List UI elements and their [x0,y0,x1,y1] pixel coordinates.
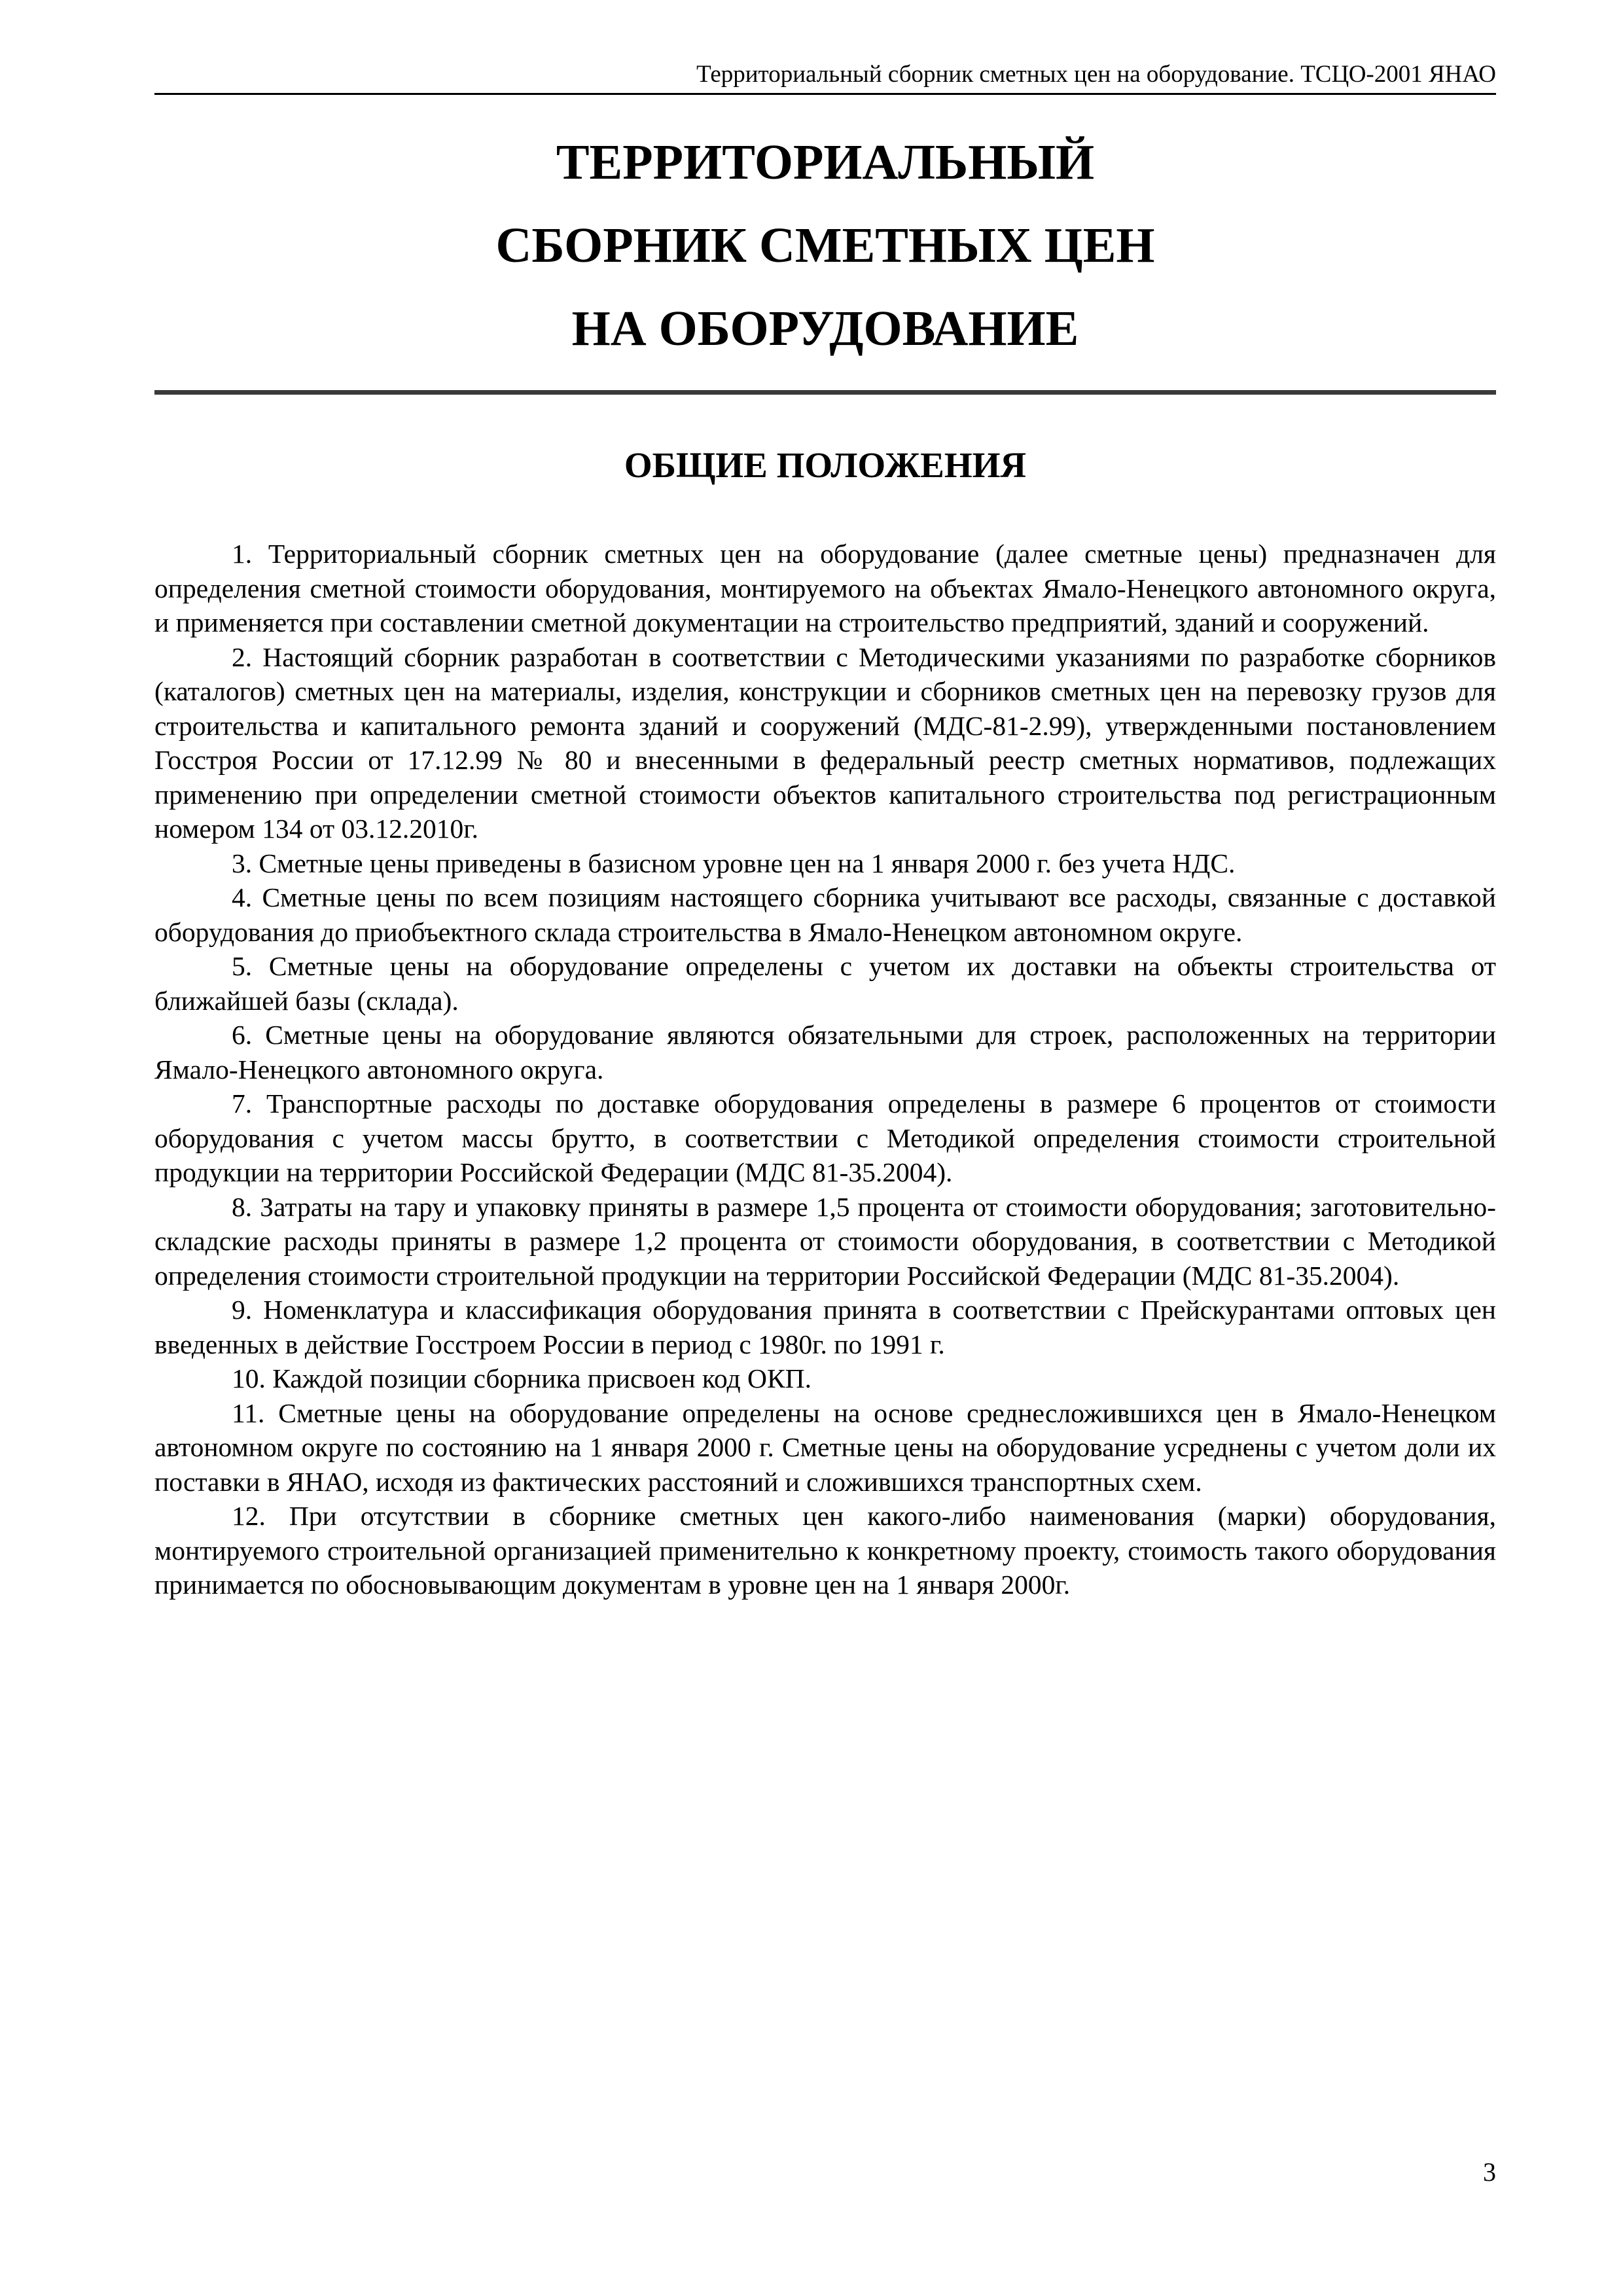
document-title [154,121,1496,370]
paragraph-12: 12. При отсутствии в сборнике сметных цен какого-либо наименования (марки) оборудования, монтируемого строительной организацией применительно к конкретному проекту, стоимость такого оборудования принимается по обосновывающим документам в уровне цен на 1 января 2000г. [154,1501,1496,1600]
title-rule [154,390,1496,395]
section-body [154,537,1496,1602]
page-number: 3 [1483,2157,1496,2187]
paragraph-7: 7. Транспортные расходы по доставке оборудования определены в размере 6 процентов от стоимости оборудования с учетом массы брутто, в соответствии с Методикой определения стоимости строительной продукции на территории Российской Федерации (МДС 81-35.2004). [154,1088,1496,1187]
paragraph-8: 8. Затраты на тару и упаковку приняты в размере 1,5 процента от стоимости оборудования; заготовительно-складские расходы приняты в размере 1,2 процента от стоимости оборудования, в соответствии с Методикой определения стоимости строительной продукции на территории Российской Федерации (МДС 81-35.2004). [154,1191,1496,1291]
section-heading: ОБЩИЕ ПОЛОЖЕНИЯ [624,445,1027,485]
paragraph-1: 1. Территориальный сборник сметных цен на оборудование (далее сметные цены) предназначен для определения сметной стоимости оборудования, монтируемого на объектах Ямало-Ненецкого автономного округа, и применяется при составлении сметной документации на строительство предприятий, зданий и сооружений. [154,539,1496,637]
paragraph-9: 9. Номенклатура и классификация оборудования принята в соответствии с Прейскурантами оптовых цен введенных в действие Госстроем России в период с 1980г. по 1991 г. [154,1295,1496,1359]
paragraph-4: 4. Сметные цены по всем позициям настоящего сборника учитывают все расходы, связанные с доставкой оборудования до приобъектного склада строительства в Ямало-Ненецком автономном округе. [154,882,1496,947]
title-line: ТЕРРИТОРИАЛЬНЫЙ [556,135,1095,190]
paragraph-2: 2. Настоящий сборник разработан в соответствии с Методическими указаниями по разработке сборников (каталогов) сметных цен на материалы, изделия, конструкции и сборников сметных цен на перевозку грузов для строительства и капитального ремонта зданий и сооружений (МДС-81-2.99), утвержденными постановлением Госстроя России от 17.12.99 № 80 и внесенными в федеральный реестр сметных нормативов, подлежащих применению при определении сметной стоимости объектов капитального строительства под регистрационным номером 134 от 03.12.2010г. [154,641,1496,844]
title-line: НА ОБОРУДОВАНИЕ [571,301,1079,356]
paragraph-10: 10. Каждой позиции сборника присвоен код ОКП. [232,1363,812,1393]
header-rule [154,93,1496,95]
running-header: Территориальный сборник сметных цен на оборудование. ТСЦО-2001 ЯНАО [696,61,1496,88]
paragraph-11: 11. Сметные цены на оборудование определены на основе среднесложившихся цен в Ямало-Ненецком автономном округе по состоянию на 1 января 2000 г. Сметные цены на оборудование усреднены с учетом доли их поставки в ЯНАО, исходя из фактических расстояний и сложившихся транспортных схем. [154,1397,1496,1497]
title-line: СБОРНИК СМЕТНЫХ ЦЕН [495,218,1155,273]
paragraph-3: 3. Сметные цены приведены в базисном уровне цен на 1 января 2000 г. без учета НДС. [232,848,1236,878]
paragraph-5: 5. Сметные цены на оборудование определены с учетом их доставки на объекты строительства от ближайшей базы (склада). [154,951,1496,1016]
paragraph-6: 6. Сметные цены на оборудование являются обязательными для строек, расположенных на территории Ямало-Ненецкого автономного округа. [154,1020,1496,1085]
